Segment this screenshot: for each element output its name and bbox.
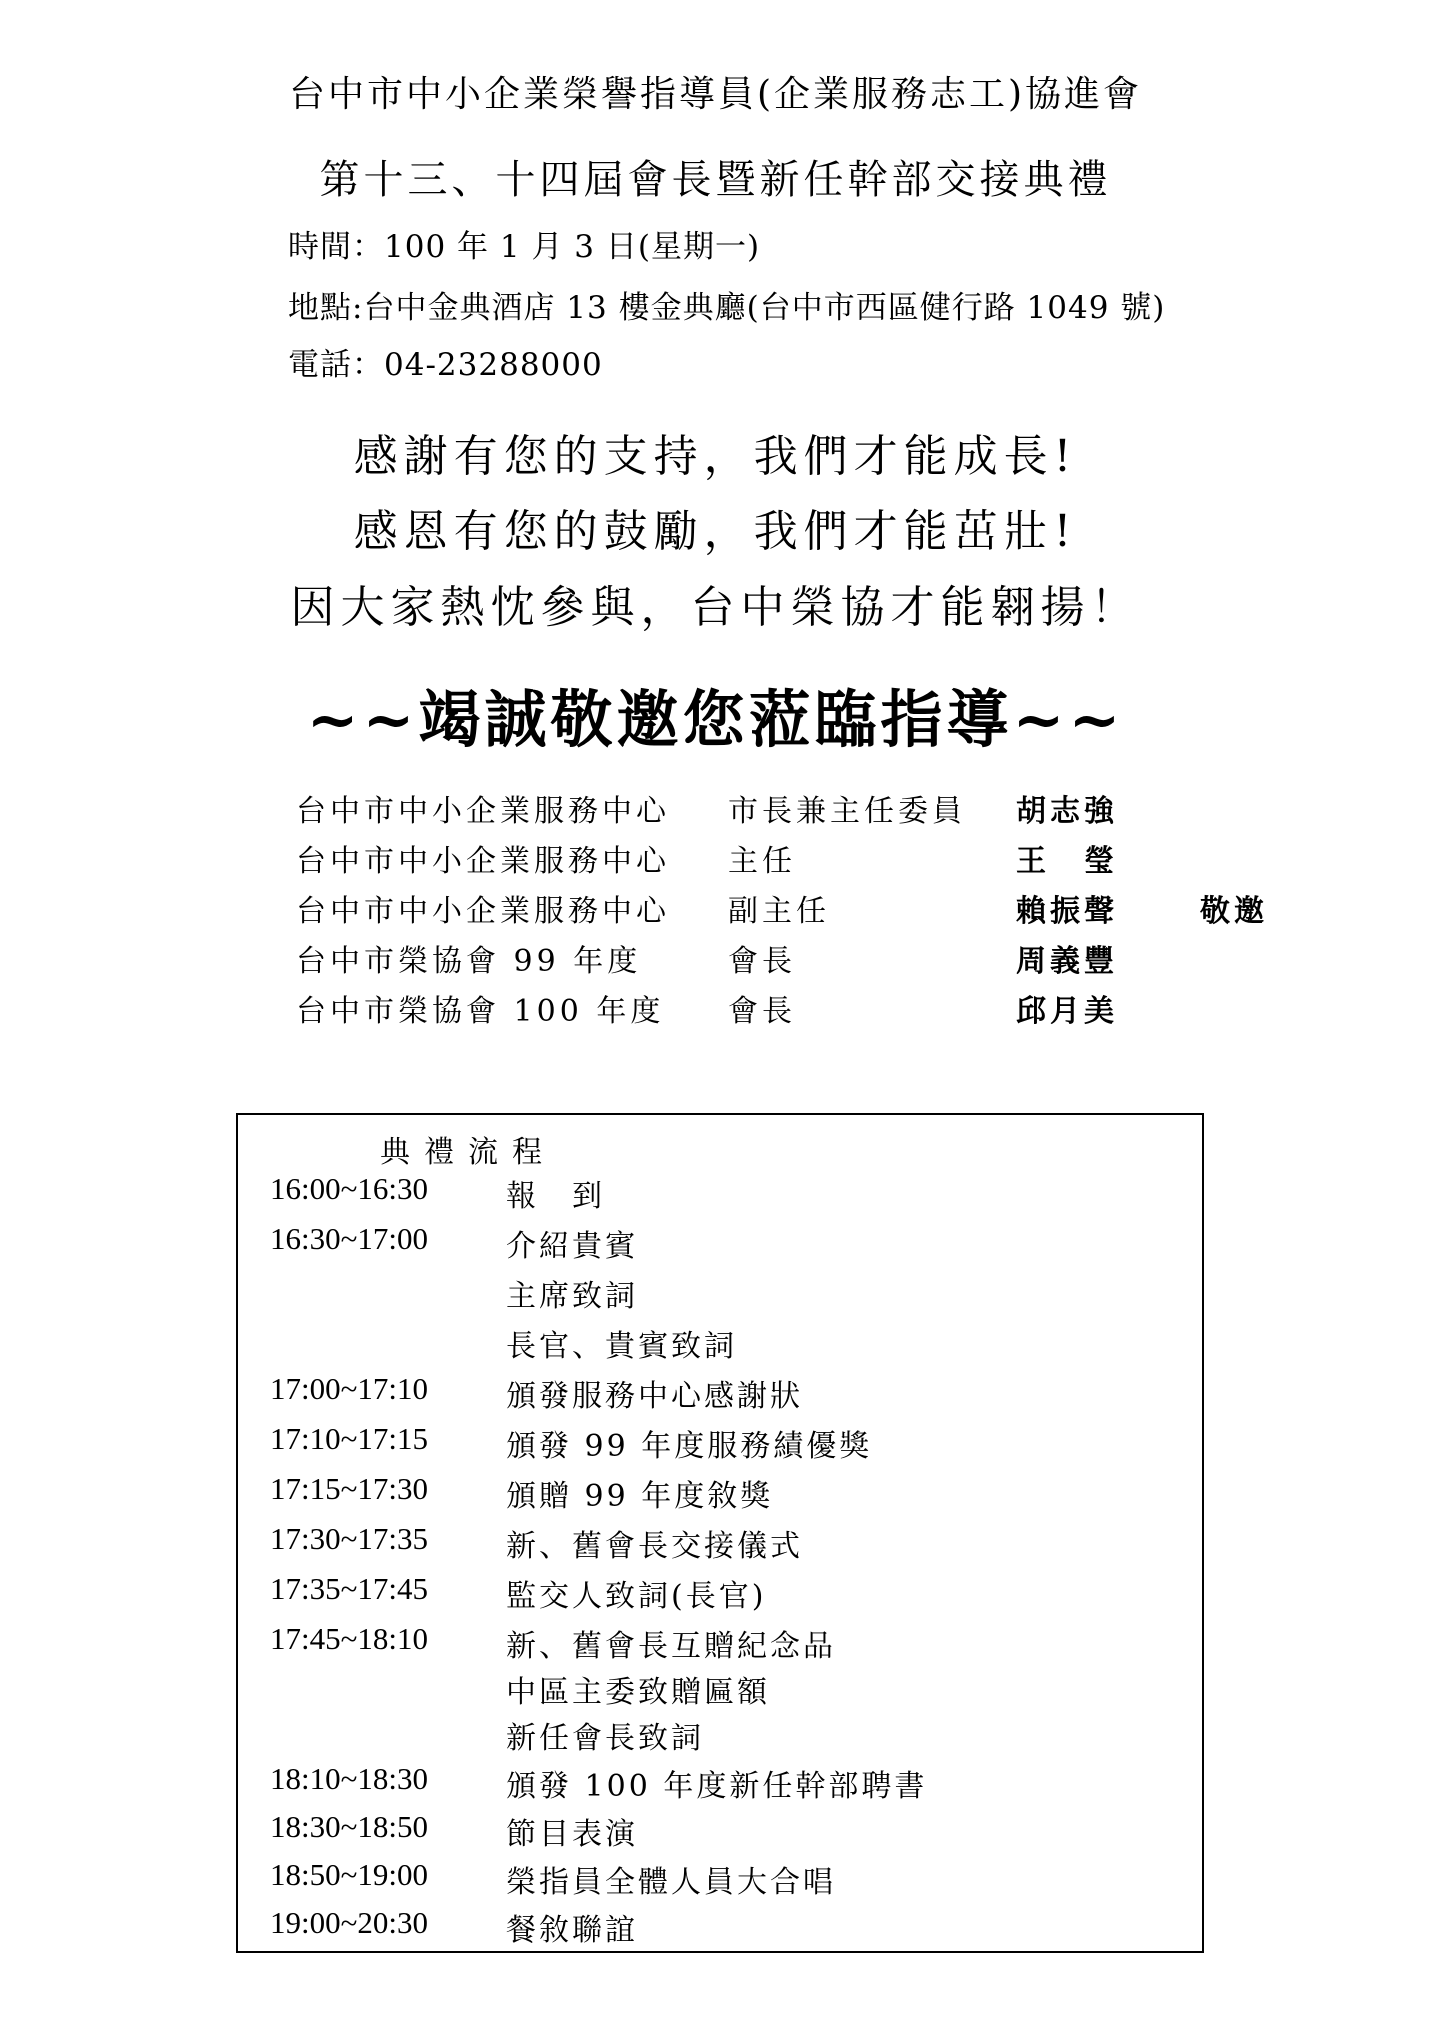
host-title: 會長 (728, 994, 796, 1029)
program-time: 17:00~17:10 (270, 1371, 428, 1406)
host-name: 王 瑩 (1016, 844, 1118, 879)
event-title: 第十三、十四屆會長暨新任幹部交接典禮 (319, 157, 1112, 203)
program-heading: 典禮流程 (380, 1135, 556, 1170)
host-organization: 台中市中小企業服務中心 (296, 894, 670, 929)
program-time: 17:45~18:10 (270, 1621, 428, 1656)
program-item: 頒發 100 年度新任幹部聘書 (506, 1769, 928, 1804)
program-item: 介紹貴賓 (506, 1229, 638, 1264)
thanks-line-3: 因大家熱忱參與，台中榮協才能翱揚！ (290, 582, 1141, 633)
ceremony-program-box (236, 1113, 1204, 1953)
program-time: 17:15~17:30 (270, 1471, 428, 1506)
event-time: 時間：100 年 1 月 3 日(星期一) (288, 229, 761, 265)
program-item: 餐敘聯誼 (506, 1913, 638, 1948)
program-item: 中區主委致贈匾額 (506, 1675, 770, 1710)
program-item: 主席致詞 (506, 1279, 638, 1314)
program-time: 18:10~18:30 (270, 1761, 428, 1796)
program-item: 榮指員全體人員大合唱 (506, 1865, 836, 1900)
host-invite-suffix: 敬邀 (1200, 894, 1268, 929)
program-item: 長官、貴賓致詞 (506, 1329, 737, 1364)
host-name: 賴振聲 (1016, 894, 1118, 929)
program-item: 節目表演 (506, 1817, 638, 1852)
program-item: 監交人致詞(長官) (506, 1579, 767, 1614)
event-phone: 電話：04-23288000 (288, 347, 603, 383)
host-name: 胡志強 (1016, 794, 1118, 829)
program-item: 報 到 (506, 1179, 605, 1214)
organization-title: 台中市中小企業榮譽指導員(企業服務志工)協進會 (288, 74, 1143, 115)
program-time: 18:50~19:00 (270, 1857, 428, 1892)
program-item: 新、舊會長交接儀式 (506, 1529, 803, 1564)
host-name: 邱月美 (1016, 994, 1118, 1029)
program-time: 17:30~17:35 (270, 1521, 428, 1556)
program-item: 新、舊會長互贈紀念品 (506, 1629, 836, 1664)
invitation-banner: ~~竭誠敬邀您蒞臨指導~~ (306, 683, 1125, 756)
program-item: 新任會長致詞 (506, 1721, 704, 1756)
program-item: 頒發服務中心感謝狀 (506, 1379, 803, 1414)
thanks-line-1: 感謝有您的支持，我們才能成長! (353, 431, 1078, 482)
program-item: 頒贈 99 年度敘獎 (506, 1479, 774, 1514)
host-name: 周義豐 (1016, 944, 1118, 979)
program-time: 17:10~17:15 (270, 1421, 428, 1456)
program-time: 17:35~17:45 (270, 1571, 428, 1606)
program-item: 頒發 99 年度服務績優獎 (506, 1429, 873, 1464)
host-organization: 台中市中小企業服務中心 (296, 794, 670, 829)
host-organization: 台中市中小企業服務中心 (296, 844, 670, 879)
host-title: 主任 (728, 844, 796, 879)
host-organization: 台中市榮協會 99 年度 (296, 944, 642, 979)
host-title: 副主任 (728, 894, 830, 929)
program-time: 18:30~18:50 (270, 1809, 428, 1844)
program-time: 16:00~16:30 (270, 1171, 428, 1206)
program-time: 19:00~20:30 (270, 1905, 428, 1940)
program-time: 16:30~17:00 (270, 1221, 428, 1256)
event-location: 地點:台中金典酒店 13 樓金典廳(台中市西區健行路 1049 號) (288, 290, 1166, 326)
host-title: 會長 (728, 944, 796, 979)
thanks-line-2: 感恩有您的鼓勵，我們才能茁壯! (353, 506, 1078, 557)
host-organization: 台中市榮協會 100 年度 (296, 994, 665, 1029)
host-title: 市長兼主任委員 (728, 794, 966, 829)
